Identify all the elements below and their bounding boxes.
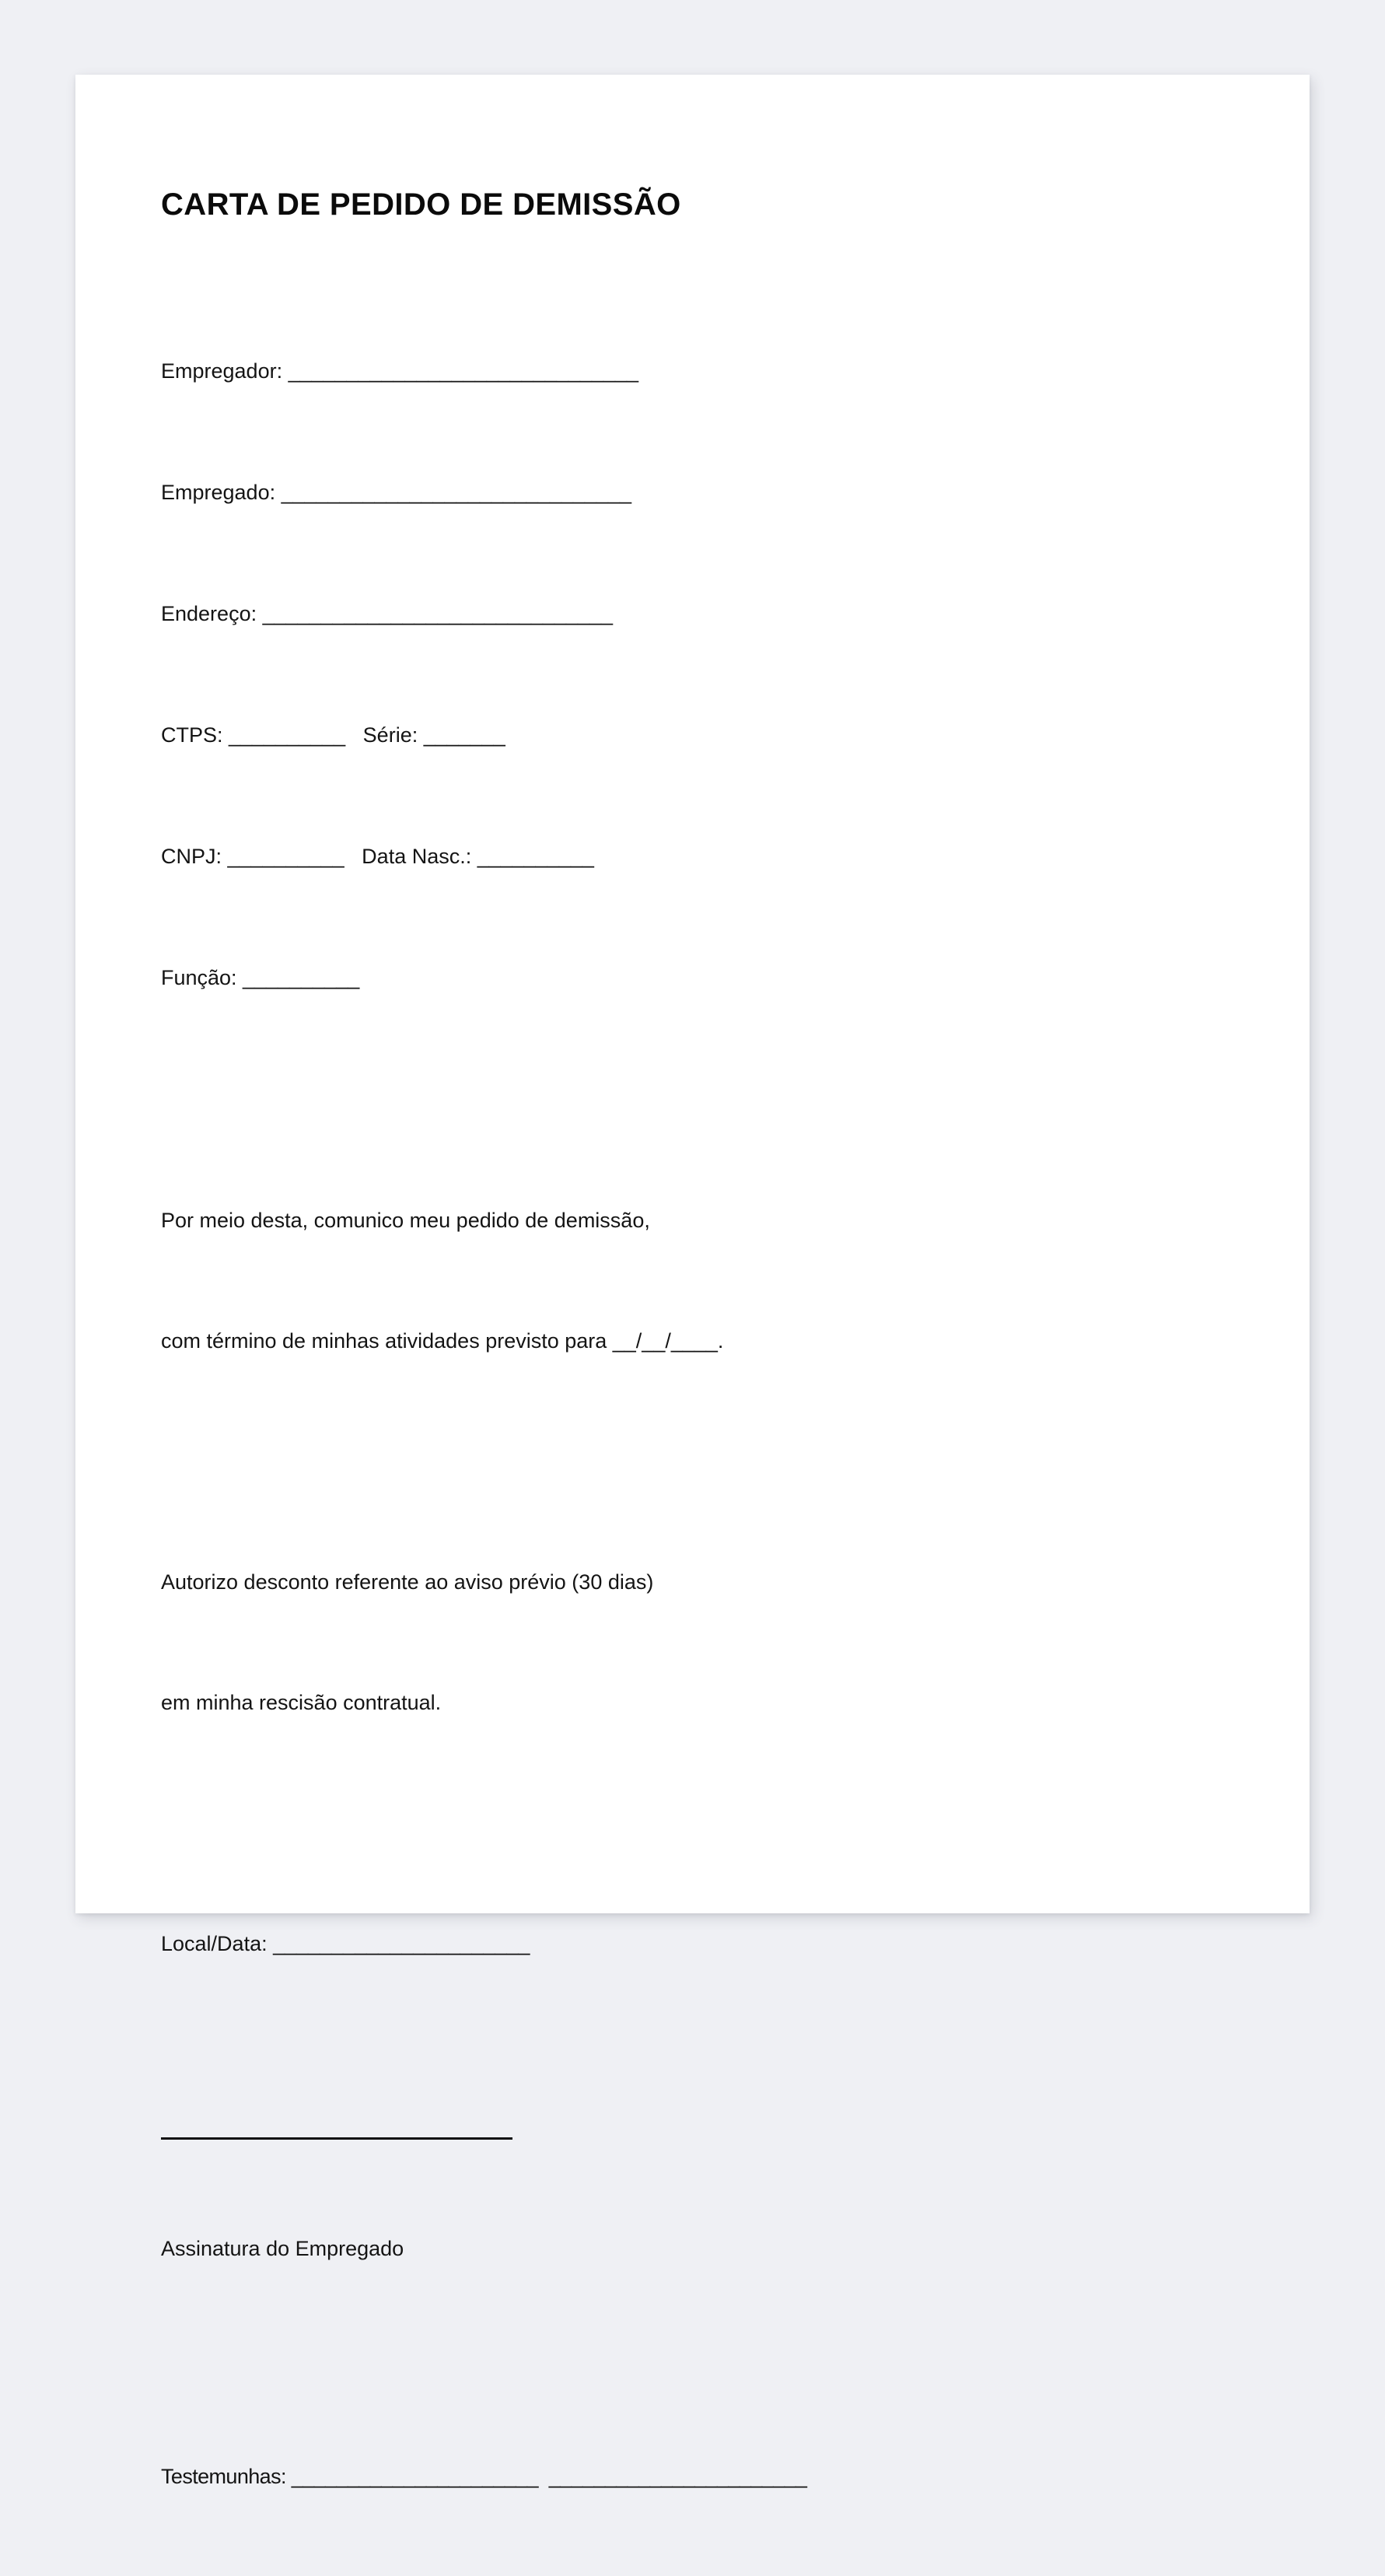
paragraph-spacer <box>161 1441 1263 1481</box>
signature-caption: Assinatura do Empregado <box>161 2237 404 2260</box>
field-endereco: Endereço: ______________________________ <box>161 602 614 625</box>
signature-rule <box>161 2137 512 2140</box>
document-sheet <box>75 75 1310 2488</box>
document-content <box>161 187 1263 2576</box>
local-data-spacer <box>161 1803 1263 1843</box>
field-local-data: Local/Data: ______________________ <box>161 1932 530 1955</box>
field-funcao: Função: __________ <box>161 966 360 989</box>
field-testemunhas: Testemunhas: ______________________ _______________________ <box>161 2465 807 2488</box>
local-data-block <box>161 1843 1263 2044</box>
statement-line-1: Por meio desta, comunico meu pedido de demissão, <box>161 1209 650 1232</box>
statement-line-2: com término de minhas atividades previsto para __/__/____. <box>161 1329 724 1353</box>
notice-authorization-paragraph <box>161 1481 1263 1803</box>
field-empregador: Empregador: ______________________________ <box>161 359 639 383</box>
signature-block <box>161 2044 1263 2348</box>
employee-fields-block <box>161 270 1263 1079</box>
authorization-line-1: Autorizo desconto referente ao aviso prévio (30 dias) <box>161 1570 654 1594</box>
authorization-line-2: em minha rescisão contratual. <box>161 1691 442 1714</box>
field-empregado: Empregado: ______________________________ <box>161 481 632 504</box>
page-title: CARTA DE PEDIDO DE DEMISSÃO <box>161 187 681 222</box>
field-ctps-serie: CTPS: __________ Série: _______ <box>161 723 505 747</box>
resignation-statement-paragraph <box>161 1119 1263 1441</box>
witness-block <box>161 2375 1263 2576</box>
field-cnpj-data-nasc: CNPJ: __________ Data Nasc.: __________ <box>161 845 594 868</box>
